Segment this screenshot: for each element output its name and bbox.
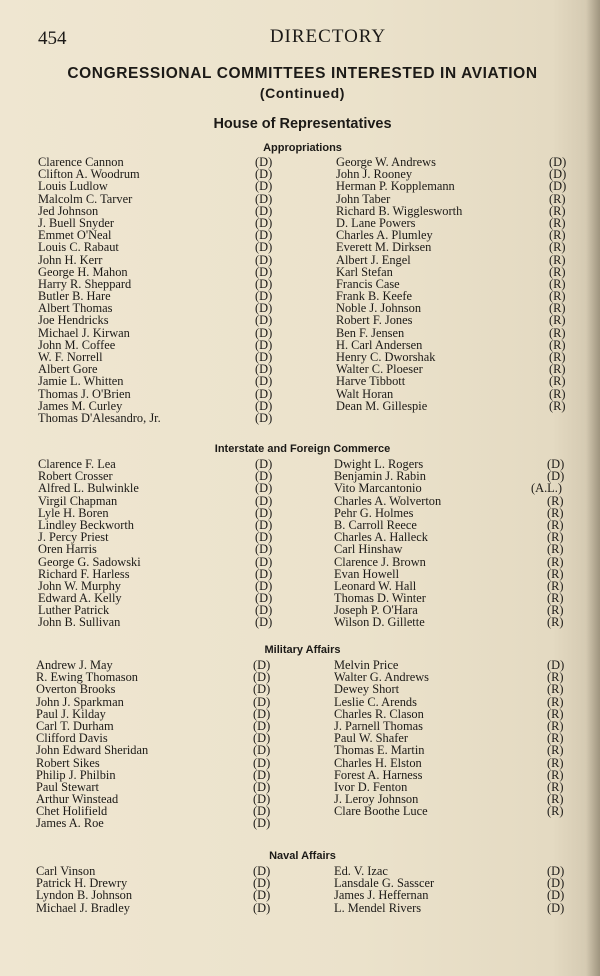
party-affiliation: (R) (549, 215, 566, 230)
member-row (334, 889, 574, 901)
party-affiliation: (R) (549, 398, 566, 413)
member-name: George H. Mahon (38, 264, 128, 279)
member-name: Everett M. Dirksen (336, 240, 432, 255)
member-name: Pehr G. Holmes (334, 505, 414, 520)
chamber-heading: House of Representatives (213, 116, 392, 132)
member-name: James A. Roe (36, 816, 104, 831)
member-row (38, 543, 288, 555)
member-row (38, 314, 288, 326)
party-affiliation: (D) (255, 167, 273, 182)
member-name: Robert F. Jones (336, 313, 413, 328)
member-row (336, 375, 576, 387)
member-name: Herman P. Kopplemann (336, 179, 455, 194)
member-name: Andrew J. May (36, 658, 113, 672)
member-row (336, 327, 576, 339)
party-affiliation: (D) (253, 755, 271, 770)
member-name: Emmet O'Neal (38, 228, 112, 243)
member-row (334, 543, 574, 555)
party-affiliation: (R) (547, 694, 564, 709)
party-affiliation: (D) (549, 179, 567, 194)
member-name: Clarence F. Lea (38, 457, 116, 471)
party-affiliation: (D) (253, 731, 271, 746)
member-name: Joseph P. O'Hara (334, 603, 418, 618)
member-row (36, 683, 288, 695)
member-name: Albert J. Engel (336, 252, 411, 267)
member-name: Richard B. Wigglesworth (336, 203, 463, 218)
member-name: Philip J. Philbin (36, 767, 116, 782)
member-row (334, 556, 574, 568)
party-affiliation: (R) (549, 191, 566, 206)
member-name: Clare Boothe Luce (334, 804, 428, 819)
member-name: Thomas D. Winter (334, 591, 426, 606)
party-affiliation: (R) (549, 252, 566, 267)
member-row (38, 616, 288, 628)
member-row (334, 616, 574, 628)
page-spine-shadow (586, 0, 600, 976)
party-affiliation: (D) (547, 900, 565, 915)
member-row (36, 889, 288, 901)
member-name: Albert Gore (38, 362, 98, 377)
party-affiliation: (R) (549, 313, 566, 328)
party-affiliation: (D) (255, 493, 273, 508)
member-row (38, 180, 288, 192)
member-row (336, 254, 576, 266)
member-name: Michael J. Kirwan (38, 325, 130, 340)
member-name: Louis Ludlow (38, 179, 108, 194)
member-row (38, 556, 288, 568)
member-name: John B. Sullivan (38, 615, 121, 630)
party-affiliation: (D) (255, 325, 273, 340)
party-affiliation: (D) (253, 767, 271, 782)
member-name: Dewey Short (334, 682, 400, 697)
military-affairs-left-column (36, 659, 288, 830)
party-affiliation: (D) (255, 386, 273, 401)
appropriations-left-column (38, 156, 288, 424)
party-affiliation: (R) (547, 578, 564, 593)
military-affairs-right-column (334, 659, 574, 817)
member-name: Carl T. Durham (36, 718, 114, 733)
member-name: Robert Sikes (36, 755, 100, 770)
party-affiliation: (R) (549, 264, 566, 279)
member-name: Vito Marcantonio (334, 481, 422, 496)
member-name: James M. Curley (38, 398, 123, 413)
committee-title-military-affairs: Military Affairs (264, 644, 341, 656)
member-name: Virgil Chapman (38, 493, 118, 508)
member-row (36, 817, 288, 829)
member-name: John J. Rooney (336, 167, 413, 182)
party-affiliation: (R) (549, 240, 566, 255)
member-name: D. Lane Powers (336, 215, 416, 230)
member-name: John M. Coffee (38, 337, 116, 352)
running-head: DIRECTORY (269, 26, 387, 47)
member-name: Paul W. Shafer (334, 731, 408, 746)
party-affiliation: (D) (255, 481, 273, 496)
party-affiliation: (D) (255, 240, 273, 255)
member-row (334, 805, 574, 817)
party-affiliation: (D) (255, 578, 273, 593)
interstate-commerce-left-column (38, 458, 288, 629)
party-affiliation: (D) (255, 276, 273, 291)
member-name: Arthur Winstead (36, 792, 119, 807)
member-name: Benjamin J. Rabin (334, 469, 426, 484)
party-affiliation: (D) (255, 203, 273, 218)
party-affiliation: (R) (547, 706, 564, 721)
member-name: Lyle H. Boren (38, 505, 109, 520)
member-name: J. Leroy Johnson (334, 792, 419, 807)
party-affiliation: (R) (547, 670, 564, 685)
party-affiliation: (R) (547, 743, 564, 758)
party-affiliation: (D) (255, 228, 273, 243)
party-affiliation: (R) (549, 301, 566, 316)
member-name: Wilson D. Gillette (334, 615, 425, 630)
naval-affairs-left-column (36, 865, 288, 914)
member-row (336, 193, 576, 205)
party-affiliation: (D) (253, 658, 271, 672)
party-affiliation: (D) (255, 603, 273, 618)
party-affiliation: (R) (549, 386, 566, 401)
party-affiliation: (D) (255, 264, 273, 279)
member-row (334, 902, 574, 914)
party-affiliation: (D) (255, 350, 273, 364)
member-row (334, 757, 574, 769)
member-name: Frank B. Keefe (336, 289, 413, 304)
member-name: Overton Brooks (36, 682, 116, 697)
member-name: Joe Hendricks (38, 313, 109, 328)
member-name: Charles A. Plumley (336, 228, 433, 243)
member-name: Michael J. Bradley (36, 900, 130, 915)
party-affiliation: (D) (255, 215, 273, 230)
party-affiliation: (D) (255, 374, 273, 389)
member-row (38, 482, 288, 494)
committee-title-appropriations: Appropriations (263, 142, 342, 154)
party-affiliation: (A.L.) (531, 481, 562, 496)
member-name: James J. Heffernan (334, 888, 429, 903)
committee-title-interstate-commerce: Interstate and Foreign Commerce (214, 443, 391, 455)
party-affiliation: (R) (547, 682, 564, 697)
member-name: John Taber (336, 191, 391, 206)
party-affiliation: (D) (255, 191, 273, 206)
member-name: Paul J. Kilday (36, 706, 106, 721)
member-row (336, 400, 576, 412)
party-affiliation: (R) (547, 804, 564, 819)
party-affiliation: (D) (255, 179, 273, 194)
member-row (38, 254, 288, 266)
member-name: W. F. Norrell (38, 350, 103, 364)
member-row (336, 180, 576, 192)
member-name: Charles R. Clason (334, 706, 424, 721)
party-affiliation: (R) (547, 566, 564, 581)
party-affiliation: (D) (547, 888, 565, 903)
member-name: Karl Stefan (336, 264, 393, 279)
party-affiliation: (D) (549, 167, 567, 182)
party-affiliation: (D) (253, 804, 271, 819)
party-affiliation: (D) (253, 743, 271, 758)
party-affiliation: (R) (547, 718, 564, 733)
member-name: Leonard W. Hall (334, 578, 417, 593)
member-name: Thomas D'Alesandro, Jr. (38, 410, 161, 425)
member-row (38, 412, 288, 424)
party-affiliation: (R) (547, 493, 564, 508)
party-affiliation: (R) (547, 554, 564, 569)
member-name: Butler B. Hare (38, 289, 111, 304)
member-name: Jed Johnson (38, 203, 99, 218)
party-affiliation: (D) (255, 410, 273, 425)
party-affiliation: (D) (253, 718, 271, 733)
member-name: Charles A. Wolverton (334, 493, 442, 508)
member-name: Lindley Beckworth (38, 517, 135, 532)
member-name: Thomas J. O'Brien (38, 386, 131, 401)
member-name: Leslie C. Arends (334, 694, 417, 709)
member-name: George W. Andrews (336, 155, 436, 169)
member-name: Louis C. Rabaut (38, 240, 119, 255)
member-name: Walter G. Andrews (334, 670, 430, 685)
member-name: Forest A. Harness (334, 767, 423, 782)
member-name: Clarence J. Brown (334, 554, 426, 569)
member-name: George G. Sadowski (38, 554, 141, 569)
party-affiliation: (D) (253, 706, 271, 721)
party-affiliation: (D) (253, 694, 271, 709)
party-affiliation: (R) (547, 792, 564, 807)
appropriations-right-column (336, 156, 576, 412)
member-name: Walter C. Ploeser (336, 362, 423, 377)
member-row (38, 375, 288, 387)
member-name: Francis Case (336, 276, 400, 291)
party-affiliation: (D) (253, 876, 271, 891)
party-affiliation: (D) (255, 505, 273, 520)
party-affiliation: (D) (255, 469, 273, 484)
page-title: CONGRESSIONAL COMMITTEES INTERESTED IN AVIATION (67, 65, 538, 82)
member-name: Lansdale G. Sasscer (334, 876, 435, 891)
member-name: Richard F. Harless (38, 566, 130, 581)
party-affiliation: (D) (255, 289, 273, 304)
party-affiliation: (R) (547, 755, 564, 770)
member-name: J. Buell Snyder (38, 215, 115, 230)
party-affiliation: (D) (255, 615, 273, 630)
member-row (36, 696, 288, 708)
member-name: Malcolm C. Tarver (38, 191, 133, 206)
member-name: Clifton A. Woodrum (38, 167, 140, 182)
member-name: Robert Crosser (38, 469, 113, 484)
member-name: Dwight L. Rogers (334, 457, 424, 471)
party-affiliation: (R) (549, 228, 566, 243)
party-affiliation: (D) (253, 792, 271, 807)
member-name: Melvin Price (334, 658, 399, 672)
party-affiliation: (R) (549, 289, 566, 304)
party-affiliation: (R) (547, 591, 564, 606)
member-name: Evan Howell (334, 566, 400, 581)
member-name: Oren Harris (38, 542, 97, 557)
party-affiliation: (R) (549, 337, 566, 352)
member-name: John H. Kerr (38, 252, 103, 267)
member-name: Albert Thomas (38, 301, 113, 316)
member-name: Patrick H. Drewry (36, 876, 128, 891)
party-affiliation: (D) (255, 362, 273, 377)
member-name: Paul Stewart (36, 779, 99, 794)
member-row (36, 902, 288, 914)
member-name: Noble J. Johnson (336, 301, 422, 316)
member-row (334, 482, 574, 494)
party-affiliation: (R) (547, 767, 564, 782)
party-affiliation: (R) (549, 362, 566, 377)
committee-title-naval-affairs: Naval Affairs (269, 850, 336, 862)
member-name: Clarence Cannon (38, 155, 124, 169)
member-name: Carl Vinson (36, 864, 96, 878)
party-affiliation: (D) (253, 888, 271, 903)
member-row (334, 683, 574, 695)
member-name: J. Parnell Thomas (334, 718, 423, 733)
party-affiliation: (D) (255, 554, 273, 569)
party-affiliation: (D) (255, 542, 273, 557)
member-name: Carl Hinshaw (334, 542, 403, 557)
party-affiliation: (R) (547, 542, 564, 557)
member-name: John Edward Sheridan (36, 743, 149, 758)
member-name: Henry C. Dworshak (336, 350, 436, 364)
party-affiliation: (D) (253, 670, 271, 685)
party-affiliation: (D) (255, 155, 273, 169)
party-affiliation: (D) (253, 900, 271, 915)
party-affiliation: (D) (253, 816, 271, 831)
party-affiliation: (R) (547, 517, 564, 532)
member-name: John J. Sparkman (36, 694, 124, 709)
party-affiliation: (D) (255, 457, 273, 471)
member-name: Ed. V. Izac (334, 864, 388, 878)
member-name: Alfred L. Bulwinkle (38, 481, 139, 496)
member-name: Edward A. Kelly (38, 591, 122, 606)
party-affiliation: (R) (549, 203, 566, 218)
member-name: John W. Murphy (38, 578, 121, 593)
party-affiliation: (R) (547, 779, 564, 794)
member-name: Dean M. Gillespie (336, 398, 428, 413)
party-affiliation: (D) (255, 530, 273, 545)
member-name: Jamie L. Whitten (38, 374, 124, 389)
party-affiliation: (R) (549, 350, 566, 364)
party-affiliation: (D) (255, 301, 273, 316)
member-name: L. Mendel Rivers (334, 900, 422, 915)
member-name: H. Carl Andersen (336, 337, 423, 352)
member-name: Luther Patrick (38, 603, 110, 618)
member-row (38, 193, 288, 205)
member-name: Ben F. Jensen (336, 325, 405, 340)
party-affiliation: (R) (547, 603, 564, 618)
interstate-commerce-right-column (334, 458, 574, 629)
member-name: Walt Horan (336, 386, 394, 401)
party-affiliation: (D) (255, 398, 273, 413)
party-affiliation: (R) (547, 505, 564, 520)
party-affiliation: (D) (255, 566, 273, 581)
party-affiliation: (D) (255, 252, 273, 267)
page-subtitle: (Continued) (259, 85, 346, 101)
party-affiliation: (D) (547, 876, 565, 891)
party-affiliation: (D) (253, 682, 271, 697)
member-name: B. Carroll Reece (334, 517, 417, 532)
member-row (36, 744, 288, 756)
member-row (38, 495, 288, 507)
member-name: Harry R. Sheppard (38, 276, 132, 291)
member-name: Clifford Davis (36, 731, 108, 746)
party-affiliation: (D) (549, 155, 567, 169)
member-name: Chet Holifield (36, 804, 108, 819)
party-affiliation: (R) (547, 615, 564, 630)
member-name: Harve Tibbott (336, 374, 406, 389)
party-affiliation: (D) (255, 591, 273, 606)
party-affiliation: (D) (255, 337, 273, 352)
party-affiliation: (R) (549, 325, 566, 340)
party-affiliation: (R) (547, 731, 564, 746)
member-row (36, 757, 288, 769)
member-row (38, 241, 288, 253)
party-affiliation: (R) (549, 374, 566, 389)
member-name: R. Ewing Thomason (36, 670, 138, 685)
party-affiliation: (D) (547, 469, 565, 484)
member-row (336, 388, 576, 400)
member-row (334, 495, 574, 507)
member-name: Thomas E. Martin (334, 743, 425, 758)
party-affiliation: (R) (549, 276, 566, 291)
member-name: Ivor D. Fenton (334, 779, 408, 794)
party-affiliation: (R) (547, 530, 564, 545)
party-affiliation: (D) (547, 457, 565, 471)
party-affiliation: (D) (255, 313, 273, 328)
party-affiliation: (D) (253, 864, 271, 878)
member-row (336, 241, 576, 253)
member-name: J. Percy Priest (38, 530, 109, 545)
member-row (38, 327, 288, 339)
member-row (38, 388, 288, 400)
party-affiliation: (D) (547, 864, 565, 878)
page-number: 454 (38, 28, 67, 49)
member-row (334, 696, 574, 708)
member-name: Lyndon B. Johnson (36, 888, 133, 903)
member-row (334, 744, 574, 756)
member-row (336, 314, 576, 326)
member-name: Charles H. Elston (334, 755, 422, 770)
naval-affairs-right-column (334, 865, 574, 914)
party-affiliation: (D) (253, 779, 271, 794)
page-header (38, 26, 578, 52)
member-name: Charles A. Halleck (334, 530, 428, 545)
party-affiliation: (D) (255, 517, 273, 532)
party-affiliation: (D) (547, 658, 565, 672)
